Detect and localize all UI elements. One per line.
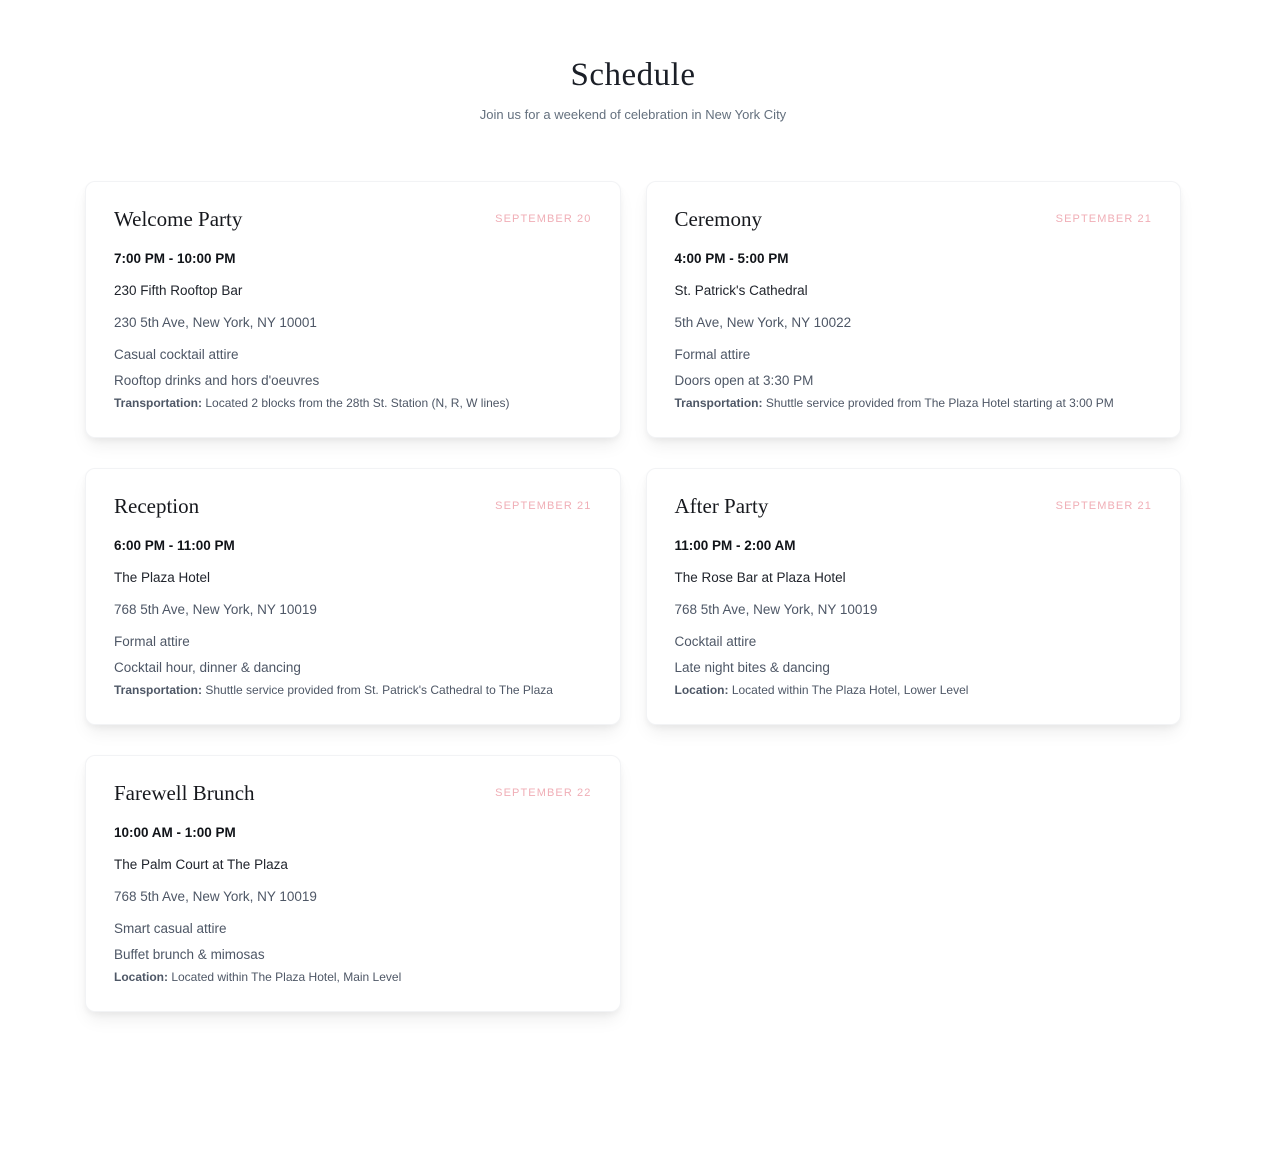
event-address: 5th Ave, New York, NY 10022	[674, 315, 852, 330]
event-card-after-party	[646, 468, 1182, 725]
event-venue: St. Patrick's Cathedral	[674, 283, 808, 298]
event-title: Ceremony	[674, 207, 762, 231]
event-description: Buffet brunch & mimosas	[114, 947, 265, 962]
page-header	[0, 0, 1266, 123]
event-note	[114, 970, 592, 985]
event-note-label: Location:	[114, 970, 168, 984]
event-note-label: Location:	[674, 683, 729, 697]
event-venue: The Rose Bar at Plaza Hotel	[674, 570, 846, 585]
event-address: 768 5th Ave, New York, NY 10019	[674, 602, 878, 617]
event-attire: Casual cocktail attire	[114, 347, 239, 362]
card-header	[675, 494, 1153, 518]
event-note-text: Located within The Plaza Hotel, Lower Level	[728, 683, 969, 697]
event-date-badge: SEPTEMBER 21	[1055, 213, 1152, 225]
event-note-text: Shuttle service provided from St. Patrick's Cathedral to The Plaza	[202, 683, 553, 697]
event-attire: Formal attire	[114, 634, 190, 649]
event-note-text: Located within The Plaza Hotel, Main Level	[168, 970, 402, 984]
event-date-badge: SEPTEMBER 21	[1055, 500, 1152, 512]
event-note-text: Located 2 blocks from the 28th St. Station (N, R, W lines)	[202, 396, 510, 410]
event-title: Welcome Party	[114, 207, 243, 231]
event-title: Farewell Brunch	[114, 781, 255, 805]
event-note-label: Transportation:	[114, 396, 203, 410]
event-address: 768 5th Ave, New York, NY 10019	[114, 602, 317, 617]
event-card-ceremony	[646, 181, 1182, 438]
event-title: Reception	[114, 494, 200, 518]
event-title: After Party	[674, 494, 769, 518]
event-description: Cocktail hour, dinner & dancing	[114, 660, 301, 675]
event-time: 4:00 PM - 5:00 PM	[674, 251, 789, 266]
event-note	[114, 396, 592, 411]
event-note	[675, 396, 1153, 411]
event-note-label: Transportation:	[114, 683, 203, 697]
event-description: Rooftop drinks and hors d'oeuvres	[114, 373, 320, 388]
card-header	[114, 207, 592, 231]
event-time: 6:00 PM - 11:00 PM	[114, 538, 235, 553]
card-header	[675, 207, 1153, 231]
schedule-grid	[85, 181, 1181, 1072]
event-attire: Smart casual attire	[114, 921, 227, 936]
event-note-text: Shuttle service provided from The Plaza Hotel starting at 3:00 PM	[762, 396, 1114, 410]
event-note-label: Transportation:	[674, 396, 763, 410]
event-date-badge: SEPTEMBER 21	[495, 500, 592, 512]
event-date-badge: SEPTEMBER 20	[495, 213, 592, 225]
event-venue: 230 Fifth Rooftop Bar	[114, 283, 243, 298]
event-address: 768 5th Ave, New York, NY 10019	[114, 889, 317, 904]
card-header	[114, 494, 592, 518]
card-header	[114, 781, 592, 805]
page-title: Schedule	[570, 57, 696, 93]
event-address: 230 5th Ave, New York, NY 10001	[114, 315, 317, 330]
event-venue: The Palm Court at The Plaza	[114, 857, 288, 872]
event-attire: Cocktail attire	[674, 634, 757, 649]
event-date-badge: SEPTEMBER 22	[495, 787, 592, 799]
event-time: 7:00 PM - 10:00 PM	[114, 251, 236, 266]
event-description: Doors open at 3:30 PM	[674, 373, 814, 388]
event-time: 11:00 PM - 2:00 AM	[674, 538, 796, 553]
event-card-welcome-party	[85, 181, 621, 438]
page-subtitle: Join us for a weekend of celebration in New York City	[479, 107, 787, 122]
event-attire: Formal attire	[674, 347, 751, 362]
event-description: Late night bites & dancing	[674, 660, 830, 675]
event-venue: The Plaza Hotel	[114, 570, 211, 585]
event-card-farewell-brunch	[85, 755, 621, 1012]
event-card-reception	[85, 468, 621, 725]
event-time: 10:00 AM - 1:00 PM	[114, 825, 236, 840]
event-note	[114, 683, 592, 698]
event-note	[675, 683, 1153, 698]
